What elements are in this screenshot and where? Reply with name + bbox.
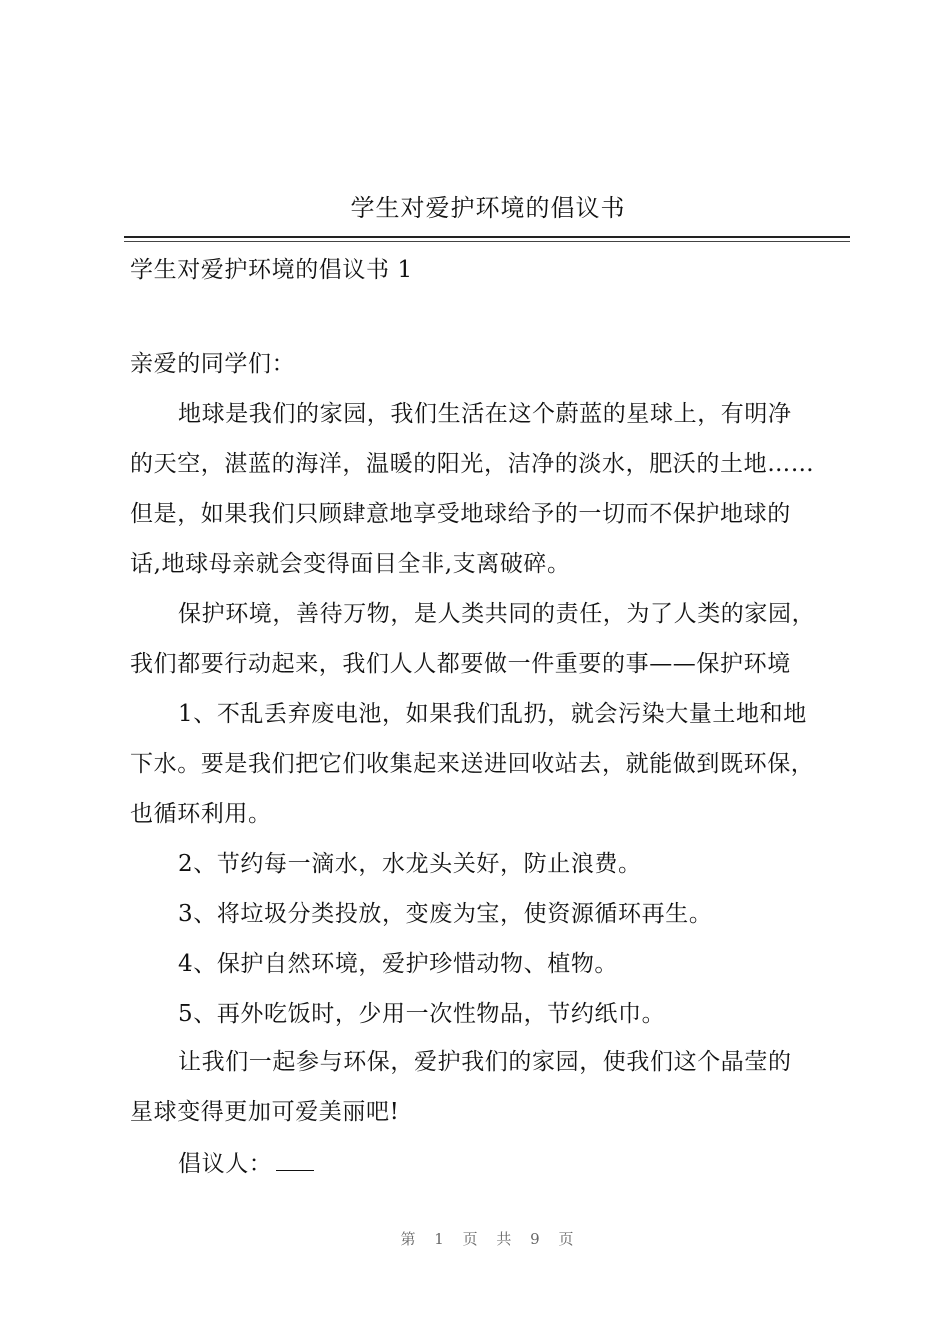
paragraph-line: 我们都要行动起来，我们人人都要做一件重要的事——保护环境 — [130, 651, 791, 677]
signature-blank — [276, 1148, 314, 1171]
paragraph-line: 星球变得更加可爱美丽吧! — [130, 1099, 400, 1125]
paragraph-line: 但是，如果我们只顾肆意地享受地球给予的一切而不保护地球的 — [130, 501, 791, 527]
list-item: 2、节约每一滴水，水龙头关好，防止浪费。 — [178, 851, 642, 877]
paragraph-line: 地球是我们的家园，我们生活在这个蔚蓝的星球上，有明净 — [178, 401, 792, 427]
list-item: 5、再外吃饭时，少用一次性物品，节约纸巾。 — [178, 1001, 666, 1027]
page-title: 学生对爱护环境的倡议书 — [350, 194, 626, 222]
paragraph-line: 话,地球母亲就会变得面目全非,支离破碎。 — [130, 551, 571, 577]
section-heading: 学生对爱护环境的倡议书 1 — [130, 257, 413, 283]
list-item-line: 也循环利用。 — [130, 801, 272, 827]
paragraph-line: 的天空，湛蓝的海洋，温暖的阳光，洁净的淡水，肥沃的土地…… — [130, 451, 815, 477]
greeting: 亲爱的同学们： — [130, 351, 296, 377]
list-item: 4、保护自然环境，爱护珍惜动物、植物。 — [178, 951, 619, 977]
list-item: 3、将垃圾分类投放，变废为宝，使资源循环再生。 — [178, 901, 713, 927]
list-item-line: 下水。要是我们把它们收集起来送进回收站去，就能做到既环保， — [130, 751, 815, 777]
title-divider-thin — [124, 241, 850, 242]
signature-line — [178, 1148, 850, 1180]
paragraph-line: 保护环境，善待万物，是人类共同的责任，为了人类的家园， — [178, 601, 816, 627]
title-divider-thick — [124, 236, 850, 238]
signature-label: 倡议人： — [178, 1151, 273, 1177]
list-item-line: 1、不乱丢弃废电池，如果我们乱扔，就会污染大量土地和地 — [178, 701, 807, 727]
page-footer: 第 1 页 共 9 页 — [400, 1230, 576, 1248]
paragraph-line: 让我们一起参与环保，爱护我们的家园，使我们这个晶莹的 — [178, 1049, 792, 1075]
